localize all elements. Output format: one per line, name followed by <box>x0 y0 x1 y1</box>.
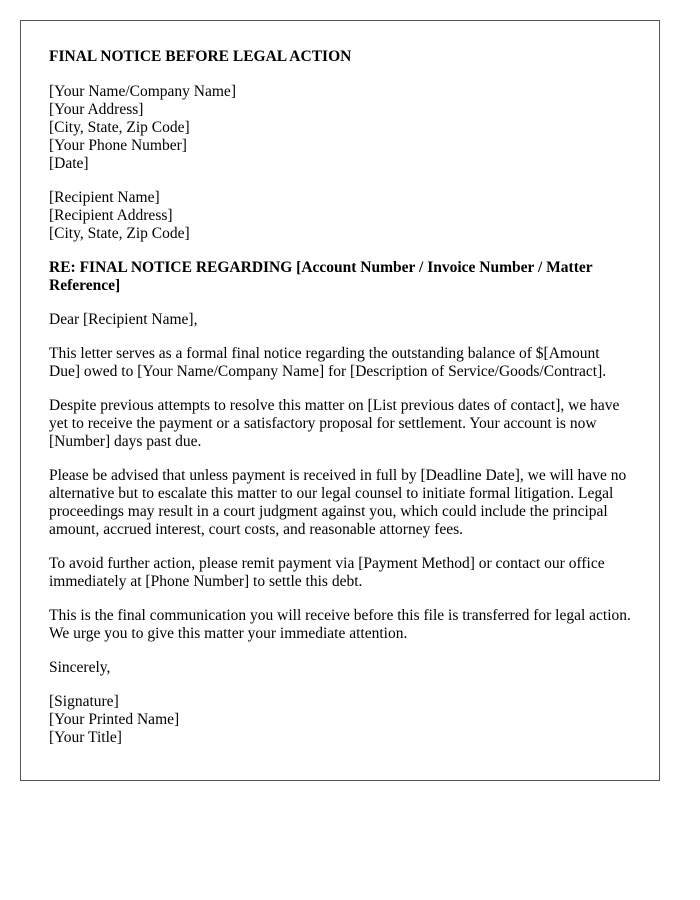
body-paragraph: To avoid further action, please remit payment via [Payment Method] or contact our office immediately at [Phone Number] to settle this debt. <box>49 555 605 590</box>
body-paragraph: Despite previous attempts to resolve this matter on [List previous dates of contact], we have yet to receive the payment or a satisfactory proposal for settlement. Your account is now [Number] days past due. <box>49 397 620 450</box>
sender-block <box>49 83 631 173</box>
sender-phone: [Your Phone Number] <box>49 137 187 154</box>
recipient-name: [Recipient Name] <box>49 189 160 206</box>
subject-line: RE: FINAL NOTICE REGARDING [Account Number / Invoice Number / Matter Reference] <box>49 259 593 294</box>
letter-title: FINAL NOTICE BEFORE LEGAL ACTION <box>49 48 352 65</box>
signature-block <box>49 693 631 747</box>
body-paragraph: This is the final communication you will receive before this file is transferred for legal action. We urge you to give this matter your immediate attention. <box>49 607 631 642</box>
signature-placeholder: [Signature] <box>49 693 119 710</box>
sender-city: [City, State, Zip Code] <box>49 119 190 136</box>
recipient-block <box>49 189 631 243</box>
body-paragraph: Please be advised that unless payment is received in full by [Deadline Date], we will have no alternative but to escalate this matter to our legal counsel to initiate formal litigation. Legal proceedings may result in a court judgment against you, which could include the principal amount, accrued interest, court costs, and reasonable attorney fees. <box>49 467 627 538</box>
letter-date: [Date] <box>49 155 89 172</box>
body-paragraph: This letter serves as a formal final notice regarding the outstanding balance of $[Amount Due] owed to [Your Name/Company Name] for [Description of Service/Goods/Contract]. <box>49 345 607 380</box>
signer-title: [Your Title] <box>49 729 122 746</box>
printed-name: [Your Printed Name] <box>49 711 180 728</box>
recipient-address: [Recipient Address] <box>49 207 173 224</box>
sender-name: [Your Name/Company Name] <box>49 83 236 100</box>
salutation: Dear [Recipient Name], <box>49 311 198 328</box>
closing: Sincerely, <box>49 659 111 676</box>
letter-page <box>20 20 660 781</box>
recipient-city: [City, State, Zip Code] <box>49 225 190 242</box>
sender-address: [Your Address] <box>49 101 144 118</box>
